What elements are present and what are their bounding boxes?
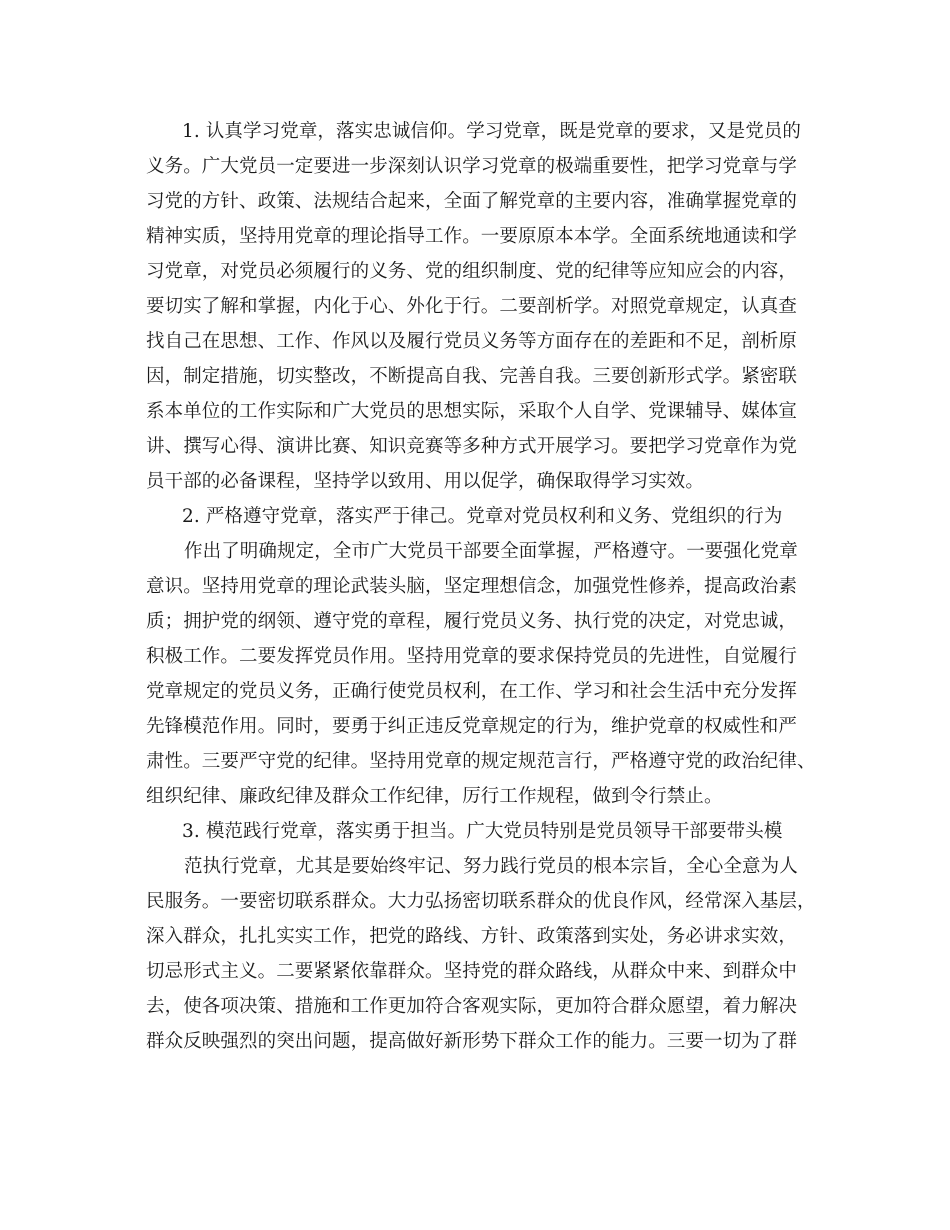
text-line: 范执行党章，尤其是要始终牢记、努力践行党员的根本宗旨，全心全意为人 bbox=[184, 856, 798, 877]
text-line: 精神实质，坚持用党章的理论指导工作。一要原原本本学。全面系统地通读和学 bbox=[146, 226, 798, 247]
text-line: 系本单位的工作实际和广大党员的思想实际，采取个人自学、党课辅导、媒体宣 bbox=[146, 401, 798, 422]
text-line: 义务。广大党员一定要进一步深刻认识学习党章的极端重要性，把学习党章与学 bbox=[146, 156, 798, 177]
text-line: 去，使各项决策、措施和工作更加符合客观实际，更加符合群众愿望，着力解决 bbox=[146, 996, 798, 1017]
text-line: 党章规定的党员义务，正确行使党员权利，在工作、学习和社会生活中充分发挥 bbox=[146, 681, 798, 702]
text-line: 2. 严格遵守党章，落实严于律己。党章对党员权利和义务、党组织的行为 bbox=[182, 506, 783, 527]
text-line: 组织纪律、廉政纪律及群众工作纪律，厉行工作规程，做到令行禁止。 bbox=[146, 786, 723, 807]
text-line: 讲、撰写心得、演讲比赛、知识竞赛等多种方式开展学习。要把学习党章作为党 bbox=[146, 436, 798, 457]
text-line: 员干部的必备课程，坚持学以致用、用以促学，确保取得学习实效。 bbox=[146, 471, 705, 492]
text-line: 积极工作。二要发挥党员作用。坚持用党章的要求保持党员的先进性，自觉履行 bbox=[146, 646, 798, 667]
text-line: 习党章，对党员必须履行的义务、党的组织制度、党的纪律等应知应会的内容， bbox=[146, 261, 798, 282]
text-line: 因，制定措施，切实整改，不断提高自我、完善自我。三要创新形式学。紧密联 bbox=[146, 366, 798, 387]
text-line: 习党的方针、政策、法规结合起来，全面了解党章的主要内容，准确掌握党章的 bbox=[146, 191, 798, 212]
text-line: 肃性。三要严守党的纪律。坚持用党章的规定规范言行，严格遵守党的政治纪律、 bbox=[146, 751, 816, 772]
text-line: 群众反映强烈的突出问题，提高做好新形势下群众工作的能力。三要一切为了群 bbox=[146, 1031, 798, 1052]
text-line: 要切实了解和掌握，内化于心、外化于行。二要剖析学。对照党章规定，认真查 bbox=[146, 296, 798, 317]
text-line: 1. 认真学习党章，落实忠诚信仰。学习党章，既是党章的要求，又是党员的 bbox=[182, 121, 802, 142]
text-line: 先锋模范作用。同时，要勇于纠正违反党章规定的行为，维护党章的权威性和严 bbox=[146, 716, 798, 737]
text-line: 意识。坚持用党章的理论武装头脑，坚定理想信念，加强党性修养，提高政治素 bbox=[146, 576, 798, 597]
text-line: 作出了明确规定，全市广大党员干部要全面掌握，严格遵守。一要强化党章 bbox=[184, 541, 798, 562]
text-line: 切忌形式主义。二要紧紧依靠群众。坚持党的群众路线，从群众中来、到群众中 bbox=[146, 961, 798, 982]
text-line: 民服务。一要密切联系群众。大力弘扬密切联系群众的优良作风，经常深入基层， bbox=[146, 891, 816, 912]
text-line: 质；拥护党的纲领、遵守党的章程，履行党员义务、执行党的决定，对党忠诚， bbox=[146, 611, 798, 632]
text-line: 深入群众，扎扎实实工作，把党的路线、方针、政策落到实处，务必讲求实效， bbox=[146, 926, 798, 947]
text-line: 3. 模范践行党章，落实勇于担当。广大党员特别是党员领导干部要带头模 bbox=[182, 821, 783, 842]
text-line: 找自己在思想、工作、作风以及履行党员义务等方面存在的差距和不足，剖析原 bbox=[146, 331, 798, 352]
